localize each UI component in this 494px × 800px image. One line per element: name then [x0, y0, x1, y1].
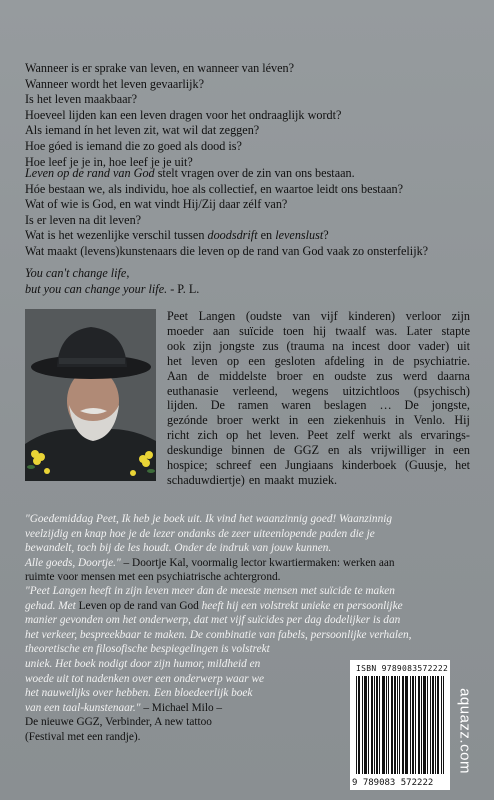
bio-word: gesloten: [274, 353, 316, 368]
barcode-bar: [371, 676, 372, 774]
bio-word: op: [226, 428, 239, 443]
bio-word: een: [453, 443, 470, 458]
question-line: Hoeveel lijden kan een leven dragen voor het ondraaglijk wordt?: [25, 107, 342, 122]
barcode-bar: [399, 676, 400, 774]
bio-word: (Guusje,: [404, 458, 447, 473]
bio-word: (trauma: [286, 338, 325, 353]
barcode-bar: [425, 676, 426, 774]
bio-word: na: [332, 338, 344, 353]
barcode-bar: [438, 676, 439, 774]
review-text: heeft hij een volstrekt unieke en persoonlijke: [198, 599, 403, 612]
diff-term-levenslust: levenslust: [275, 228, 324, 243]
bio-word: twaalf: [335, 323, 366, 338]
bio-word: Langen: [198, 309, 236, 323]
bio-word: Jungiaans: [285, 458, 334, 473]
barcode-bar: [382, 676, 383, 774]
barcode-bar: [358, 676, 359, 774]
barcode-bar: [377, 676, 378, 774]
bio-word: maakt: [264, 472, 295, 487]
bio-line: [167, 473, 470, 488]
book-title: Leven op de rand van God: [25, 166, 155, 180]
publisher-url: [452, 672, 478, 790]
intro-title-rest: stelt vragen over de zin van ons bestaan.: [154, 166, 355, 180]
opening-questions: [25, 61, 475, 170]
barcode-bar: [421, 676, 422, 774]
bio-line: [167, 413, 470, 428]
intro-line: Hóe bestaan we, als individu, hoe als collectief, en waartoe leidt ons bestaan?: [25, 181, 404, 196]
bio-line: [167, 369, 470, 384]
barcode-bar: [407, 676, 408, 774]
bio-word: zijn: [193, 338, 212, 353]
bio-line: [167, 384, 470, 399]
bio-word: in: [434, 443, 445, 458]
barcode-bar: [397, 676, 398, 774]
bio-word: de: [392, 353, 405, 368]
barcode-bar: [433, 676, 434, 774]
bio-word: schreef: [216, 458, 252, 473]
barcode-bar: [366, 676, 367, 774]
barcode-bar: [441, 676, 442, 774]
bio-word: vijf: [320, 309, 338, 323]
bio-word: en: [327, 443, 340, 458]
intro-title-line: [25, 166, 475, 182]
review-line: "Goedemiddag Peet, Ik heb je boek uit. Ik vind het waanzinnig goed! Waanzinnig: [25, 513, 392, 525]
barcode-bar: [368, 676, 369, 774]
question-line: Wanneer wordt het leven gevaarlijk?: [25, 76, 205, 91]
bio-word: in: [288, 413, 299, 428]
barcode-bar: [413, 676, 414, 774]
barcode-bar: [379, 676, 380, 774]
bio-word: een: [259, 458, 277, 473]
barcode-bar: [394, 676, 395, 774]
review-text: gehad. Met: [25, 599, 79, 612]
review-line: woede uit tot nadenken over een onderwerp waar we: [25, 672, 265, 685]
bio-word: zus: [376, 368, 393, 383]
bio-line: [167, 428, 470, 443]
bio-word: werkt: [251, 413, 280, 428]
author-portrait-image: [25, 309, 156, 481]
quote-author: - P. L.: [167, 281, 200, 296]
review-line: "Peet Langen heeft in zijn leven meer dan de meeste mensen met suïcide te maken: [25, 585, 395, 597]
review-line: theoretische en filosofische bespiegelingen is volstrekt: [25, 643, 270, 656]
barcode-bar: [437, 676, 438, 774]
bio-word: (oudste: [245, 309, 282, 323]
intro-diff-line: [25, 228, 475, 244]
bio-word: binnen: [231, 443, 265, 458]
bio-word: verloor: [405, 309, 441, 323]
barcode-bar: [427, 676, 428, 774]
barcode-bar: [359, 676, 360, 774]
intro-block: [25, 166, 475, 260]
bio-word: richt: [167, 428, 190, 443]
bio-word: uit: [457, 338, 470, 353]
barcode-bar: [403, 676, 404, 774]
barcode-bars: [356, 676, 444, 774]
bio-word: suïcide: [239, 323, 274, 338]
bio-line: [167, 458, 470, 473]
barcode-bar: [412, 676, 413, 774]
barcode-bar: [376, 676, 377, 774]
quote-line-2: [25, 282, 199, 298]
review-line: het nauwelijks over hebben. Een bloedeerlijk boek: [25, 687, 253, 700]
barcode-bar: [383, 676, 384, 774]
bio-word: zijn: [451, 309, 470, 323]
barcode-bar: [430, 676, 431, 774]
barcode-bar: [362, 676, 363, 774]
bio-word: van: [292, 309, 311, 323]
bio-word: verleend,: [232, 383, 278, 398]
bio-word: ook: [167, 338, 186, 353]
bio-word: afdeling: [324, 353, 365, 368]
bio-line: [167, 443, 470, 458]
barcode-bar: [405, 676, 406, 774]
bio-word: het: [455, 458, 470, 473]
bio-word: het: [246, 428, 262, 443]
bio-word: muziek.: [298, 472, 338, 487]
bio-word: waren: [281, 398, 311, 413]
bio-word: werkt: [362, 428, 391, 443]
review-attribution: – Michael Milo –: [140, 701, 223, 714]
question-line: Als iemand ín het leven zit, wat wil dat zeggen?: [25, 123, 260, 138]
bio-word: jongste: [219, 338, 255, 353]
barcode-bar: [402, 676, 403, 774]
barcode-bar: [424, 676, 425, 774]
bio-word: daarna: [437, 368, 470, 383]
bio-word: vrijwilliger: [370, 443, 426, 458]
bio-word: hij: [313, 323, 327, 338]
review-text: van een taal-kunstenaar.": [25, 701, 141, 714]
barcode-bar: [415, 676, 416, 774]
bio-word: (psychisch): [413, 383, 470, 398]
bio-word: moeder: [167, 323, 204, 338]
question-line: Wanneer is er sprake van leven, en wanneer van léven?: [25, 61, 295, 75]
bio-word: vader): [418, 338, 450, 353]
barcode-bar: [419, 676, 420, 774]
bio-word: als: [398, 428, 413, 443]
bio-word: een: [307, 413, 325, 428]
review-line: [25, 599, 475, 614]
bio-word: zus: [262, 338, 279, 353]
diff-term-doodsdrift: doodsdrift: [207, 228, 258, 243]
bio-word: GGZ: [293, 443, 320, 458]
barcode-bar: [423, 676, 424, 774]
question-line: Hoe góed is iemand die zo goed als dood is?: [25, 138, 242, 153]
bio-word: zich: [197, 428, 218, 443]
author-photo: [25, 309, 156, 481]
review-line: bewandelt, toch bij de les houdt. Onder de indruk van jouw kunnen.: [25, 542, 332, 555]
bio-word: in: [373, 353, 384, 368]
question-line: Is het leven maakbaar?: [25, 92, 137, 107]
bio-line: [167, 339, 470, 354]
intro-line: Wat maakt (levens)kunstenaars die leven op de rand van God vaak zo onsterfelijk?: [25, 243, 429, 258]
bio-word: was.: [375, 323, 398, 338]
barcode-bar: [443, 676, 444, 774]
isbn-barcode: [350, 660, 450, 790]
bio-word: hospice;: [167, 458, 208, 473]
barcode-bar: [432, 676, 433, 774]
bio-word: uitzichtloos: [342, 383, 400, 398]
bio-word: Aan: [167, 368, 188, 383]
bio-word: beslagen: [323, 398, 367, 413]
question-line: Hoe leef je je in, hoe leef je je uit?: [25, 154, 193, 169]
barcode-bar: [386, 676, 387, 774]
barcode-bar: [395, 676, 396, 774]
barcode-bar: [388, 676, 389, 774]
bio-word: deskundige: [167, 443, 223, 458]
review-line: (Festival met een randje).: [25, 730, 141, 743]
barcode-bar: [391, 676, 392, 774]
bio-word: middelste: [219, 368, 267, 383]
bio-word: Peet: [307, 428, 329, 443]
diff-prefix: Wat is het wezenlijke verschil tussen: [25, 228, 208, 243]
bio-line: [167, 354, 470, 369]
bio-word: stapte: [441, 323, 470, 338]
barcode-bar: [364, 676, 365, 774]
isbn-label: ISBN 9789083572222: [356, 664, 449, 673]
review-book-title: Leven op de rand van God: [78, 599, 199, 612]
bio-word: wegens: [291, 383, 329, 398]
quote-line-2-text: but you can change your life.: [25, 281, 168, 296]
review-line: manier gevonden om het onderwerp, dat met vijf suïcides per dag dodelijker is dan: [25, 614, 401, 627]
bio-word: het: [167, 353, 182, 368]
bio-word: jongste,: [431, 398, 470, 413]
bio-word: als: [348, 443, 362, 458]
bio-line: [167, 309, 470, 324]
bio-word: oudste: [334, 368, 367, 383]
barcode-bar: [410, 676, 411, 774]
barcode-bar: [435, 676, 436, 774]
bio-word: de: [273, 443, 286, 458]
bio-word: door: [387, 338, 411, 353]
review-line: De nieuwe GGZ, Verbinder, A new tattoo: [25, 716, 212, 729]
barcode-bar: [356, 676, 357, 774]
bio-word: en: [248, 472, 261, 487]
bio-word: ramen: [237, 398, 269, 413]
bio-word: incest: [351, 338, 381, 353]
isbn-digits: 9 789083 572222: [352, 778, 434, 788]
barcode-bar: [392, 676, 393, 774]
bio-word: …: [379, 398, 392, 413]
publisher-text: aquazz.com: [456, 688, 474, 774]
review-line: uniek. Het boek nodigt door zijn humor, mildheid en: [25, 657, 261, 670]
bio-word: psychiatrie.: [413, 353, 470, 368]
quote-line-1: You can't change life,: [25, 266, 130, 280]
barcode-bar: [384, 676, 385, 774]
bio-word: gezónde: [167, 413, 208, 428]
bio-word: kinderboek: [341, 458, 397, 473]
bio-word: zelf: [336, 428, 355, 443]
bio-word: aan: [212, 323, 230, 338]
review-attribution: – Doortje Kal, voormalig lector kwartiermaken: werken aan: [120, 556, 395, 569]
review-signoff: Alle goeds, Doortje.": [25, 556, 121, 569]
diff-suffix: ?: [323, 228, 329, 243]
bio-word: leven.: [269, 428, 299, 443]
diff-mid: en: [257, 228, 276, 243]
bio-line: [167, 324, 470, 339]
bio-word: een: [248, 353, 266, 368]
bio-word: Later: [406, 323, 433, 338]
bio-line: [167, 398, 470, 413]
bio-word: De: [404, 398, 419, 413]
bio-word: broer: [276, 368, 303, 383]
review-line: veelzijdig en knap hoe je de lezer ondanks de zeer uiteenlopende paden die je: [25, 527, 375, 540]
bio-word: de: [197, 368, 210, 383]
bio-word: ziekenhuis: [333, 413, 386, 428]
bio-word: toen: [282, 323, 304, 338]
author-biography: [167, 309, 470, 488]
bio-word: Venlo.: [413, 413, 446, 428]
review-line: ruimte voor mensen met een psychiatrische achtergrond.: [25, 571, 281, 584]
review-line: [25, 556, 475, 571]
author-quote: [25, 266, 199, 297]
bio-word: werd: [402, 368, 428, 383]
intro-line: Is er leven na dit leven?: [25, 212, 142, 227]
bio-word: in: [394, 413, 405, 428]
barcode-bar: [365, 676, 366, 774]
bio-word: Peet: [167, 309, 188, 323]
bio-word: broer: [216, 413, 243, 428]
bio-word: leven: [191, 353, 218, 368]
bio-word: euthanasie: [167, 383, 219, 398]
bio-word: Hij: [454, 413, 470, 428]
bio-word: op: [226, 353, 240, 368]
barcode-bar: [418, 676, 419, 774]
bio-word: kinderen): [348, 309, 396, 323]
bio-word: De: [210, 398, 225, 413]
barcode-bar: [406, 676, 407, 774]
barcode-bar: [372, 676, 373, 774]
review-line: het verkeer, bespreekbaar te maken. De combinatie van fabels, persoonlijke verhalen,: [25, 628, 412, 641]
bio-word: schaduwdiertje): [167, 472, 245, 487]
bio-word: lijden.: [167, 398, 198, 413]
bio-word: en: [312, 368, 325, 383]
intro-line: Wat of wie is God, en wat vindt Hij/Zij daar zélf van?: [25, 197, 288, 212]
bio-word: ervarings-: [420, 428, 470, 443]
review-doortje-kal: [25, 512, 475, 585]
barcode-bar: [374, 676, 375, 774]
